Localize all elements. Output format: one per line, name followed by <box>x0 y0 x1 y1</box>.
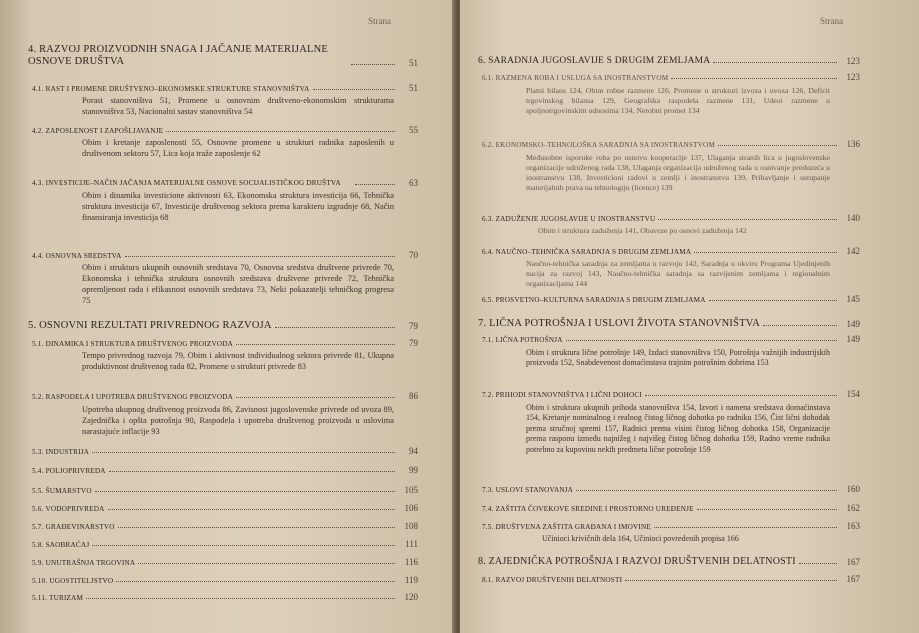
toc-section <box>482 294 860 304</box>
toc-title: 6.5. PROSVETNO–KULTURNA SARADNJA S DRUGIM ZEMLJAMA <box>482 296 706 304</box>
toc-title: 7.1. LIČNA POTROŠNJA <box>482 336 563 344</box>
toc-title: 5.1. DINAMIKA I STRUKTURA DRUŠTVENOG PROIZVODA <box>32 340 234 348</box>
toc-page: 154 <box>846 389 860 399</box>
toc-page: 145 <box>846 294 860 304</box>
toc-page: 149 <box>846 334 860 344</box>
toc-page: 106 <box>404 503 418 513</box>
toc-title: 5.7. GRAĐEVINARSTVO <box>32 523 115 531</box>
toc-title: 7. LIČNA POTROŠNJA I USLOVI ŽIVOTA STANOVNIŠTVA <box>478 318 760 329</box>
toc-page: 86 <box>409 391 418 401</box>
toc-section <box>482 213 860 236</box>
toc-title: 6.2. EKONOMSKO–TEHNOLOŠKA SARADNJA SA INOSTRANSTVOM <box>482 141 716 149</box>
toc-page: 99 <box>409 465 418 475</box>
toc-title: 5.5. ŠUMARSTVO <box>32 487 92 495</box>
page-column-header: Strana <box>820 16 843 26</box>
toc-title: 5.9. UNUTRAŠNJA TRGOVINA <box>32 559 136 567</box>
toc-section <box>482 139 860 194</box>
toc-section <box>32 465 418 475</box>
toc-section <box>32 125 418 160</box>
toc-description: Upotreba ukupnog društvenog proizvoda 86, Zavisnost jugoslovenske privrede od uvoza 89, Zajednička i opšta potrošnja 90, Raspodela i upotreba društvenog proizvoda u uslovima narastajuće inflacije 93 <box>82 405 394 436</box>
toc-description: Tempo privrednog razvoja 79, Obim i aktivnost individualnog sektora privrede 81, Ukupna produktivnost društvenog rada 82, Promene u strukturi privrede 83 <box>82 351 394 371</box>
toc-description: Međusobne isporuke roba po osnovu kooperacije 137, Ulaganja stranih lica u jugoslovenske organizacije udruženog rada 138, Ulaganja organizacija udruženog rada u osnivanje preduzeća u inostranstvu 138, Investicioni radovi u zemlji i inostranstvu 139, Pribavljanje i ustupanje materijalnih prava na tehnologiju (licence) 139 <box>526 153 830 193</box>
toc-title: 5.11. TURIZAM <box>32 594 84 602</box>
toc-title: 4.3. INVESTICIJE–NAČIN JAČANJA MATERIJALNE OSNOVE SOCIJALISTIČKOG DRUŠTVA <box>32 178 341 187</box>
toc-title: 8. ZAJEDNIČKA POTROŠNJA I RAZVOJ DRUŠTVENIH DELATNOSTI <box>478 556 796 567</box>
toc-section <box>482 521 860 544</box>
page-column-header: Strana <box>368 16 391 26</box>
toc-section <box>32 391 418 438</box>
toc-page: 79 <box>409 338 418 348</box>
toc-page: 51 <box>409 58 418 69</box>
toc-section <box>32 338 418 373</box>
toc-title: 5.3. INDUSTRIJA <box>32 448 90 456</box>
toc-page: 108 <box>404 521 418 531</box>
toc-section <box>32 178 418 224</box>
toc-title: 5.4. POLJOPRIVREDA <box>32 467 106 475</box>
toc-page: 163 <box>846 521 860 531</box>
toc-chapter <box>28 44 418 68</box>
toc-section <box>482 503 860 513</box>
toc-section <box>32 485 418 495</box>
toc-description: Obim i kretanje zaposlenosti 55, Osnovne promene u strukturi radnika zaposlenih u društvenom sektoru 57, Lica koja traže zaposlenje 62 <box>82 138 394 158</box>
toc-title: 5.2. RASPODELA I UPOTREBA DRUŠTVENOG PROIZVODA <box>32 393 234 401</box>
toc-section <box>32 83 418 118</box>
toc-section <box>482 246 860 289</box>
toc-chapter <box>478 556 860 567</box>
toc-page: 79 <box>409 321 418 331</box>
toc-title: 4.1. RAST I PROMENE DRUŠTVENO–EKONOMSKE STRUKTURE STANOVNIŠTVA <box>32 85 310 93</box>
toc-page: 55 <box>409 125 418 135</box>
toc-section <box>482 484 860 494</box>
toc-title: 5.8. SAOBRAĆAJ <box>32 541 90 549</box>
toc-description: Obim i struktura lične potrošnje 149, Izdaci stanovništva 150, Potrošnja važnijih industrijskih proizvoda 152, Snabdevenost domaćinstava trajnim potrošnim dobrima 153 <box>526 348 830 368</box>
toc-section <box>32 575 418 585</box>
toc-description: Porast stanovništva 51, Promene u osnovnim društveno-ekonomskim strukturama stanovništva 53, Nacionalni sastav stanovništva 54 <box>82 96 394 116</box>
toc-page: 123 <box>846 56 860 66</box>
toc-section <box>32 446 418 456</box>
toc-description: Obim i dinamika investicione aktivnosti 63, Ekonomska struktura investicija 66, Tehnička struktura investicija 67, Investicije društvenog sektora prema karakteru izgradnje 68, Način finansiranja investicija 68 <box>82 191 394 222</box>
toc-page: 167 <box>846 574 860 584</box>
toc-page: 70 <box>409 250 418 260</box>
toc-section <box>32 521 418 531</box>
toc-title: 6.1. RAZMENA ROBA I USLUGA SA INOSTRANSTVOM <box>482 74 669 82</box>
toc-section <box>32 592 418 602</box>
toc-description: Obim i struktura ukupnih prihoda stanovništva 154, Izvori i namena sredstava domaćinstava 154, Kretanje nominalnog i realnog čistog ličnog dohotka po radniku 156, Čist lični dohodak prema stručnoj spremi 157, Radnici prema visini čistog ličnog dohotka 158, Organizacije prema rasponu između najnižeg i najvišeg čistog ličnog dohotka 159, Radno vreme radnika potrebno za kupovinu nekih predmeta lične potrošnje 159 <box>526 403 830 454</box>
toc-page: 120 <box>404 592 418 602</box>
toc-page: 105 <box>404 485 418 495</box>
toc-description: Obim i struktura zaduženja 141, Obaveze po osnovi zaduženja 142 <box>538 226 747 235</box>
toc-title: 4.2. ZAPOSLENOST I ZAPOŠLJAVANJE <box>32 127 164 135</box>
toc-section <box>32 557 418 567</box>
toc-page: 63 <box>409 178 418 188</box>
toc-description: Naučno-tehnička saradnja za zemljama u razvoju 142, Saradnja u okviru Programa Ujedinjenih nacija za razvoj 143, Naučno-tehnička saradnja sa razvijenim zemljama i regionalnim organizacijama 144 <box>526 259 830 289</box>
right-page <box>460 0 919 633</box>
toc-section <box>482 334 860 369</box>
toc-chapter <box>28 320 418 331</box>
toc-section <box>32 503 418 513</box>
toc-page: 136 <box>846 139 860 149</box>
toc-page: 167 <box>846 557 860 567</box>
toc-title: 7.5. DRUŠTVENA ZAŠTITA GRAĐANA I IMOVINE <box>482 523 651 531</box>
toc-page: 149 <box>846 319 860 329</box>
toc-section <box>32 539 418 549</box>
toc-title: 6. SARADNJA JUGOSLAVIJE S DRUGIM ZEMLJAMA <box>478 56 711 66</box>
toc-title: 6.3. ZADUŽENJE JUGOSLAVIJE U INOSTRANSTVU <box>482 215 656 223</box>
toc-title: 4.4. OSNOVNA SREDSTVA <box>32 252 122 260</box>
left-page <box>0 0 455 633</box>
toc-description: Platni bilans 124, Obim robne razmene 126, Promene u strukturi izvoza i uvoza 126, Deficit trgovinskog bilansa 129, Geografska raspodela razmene 131, Udeoi razmene u spoljnotrgovinskim odnosima 134, Nerobni promet 134 <box>526 86 830 116</box>
toc-chapter <box>478 318 860 329</box>
toc-title: 8.1. RAZVOJ DRUŠTVENIH DELATNOSTI <box>482 576 623 584</box>
toc-chapter <box>478 56 860 66</box>
toc-title: 5. OSNOVNI REZULTATI PRIVREDNOG RAZVOJA <box>28 320 272 331</box>
toc-page: 111 <box>405 539 418 549</box>
toc-page: 142 <box>846 246 860 256</box>
toc-title: 5.10. UGOSTITELJSTVO <box>32 577 114 585</box>
toc-page: 140 <box>846 213 860 223</box>
toc-section <box>482 389 860 455</box>
toc-page: 162 <box>846 503 860 513</box>
toc-page: 51 <box>409 83 418 93</box>
toc-title: 4. RAZVOJ PROIZVODNIH SNAGA I JAČANJE MATERIJALNE OSNOVE DRUŠTVA <box>28 44 329 68</box>
toc-title: 7.2. PRIHODI STANOVNIŠTVA I LIČNI DOHOCI <box>482 391 643 399</box>
toc-section <box>482 72 860 116</box>
toc-title: 7.4. ZAŠTITA ČOVEKOVE SREDINE I PROSTORNO UREĐENJE <box>482 505 694 513</box>
toc-page: 119 <box>404 575 418 585</box>
toc-description: Učinioci krivičnih dela 164, Učinioci povredenih propisa 166 <box>542 534 739 543</box>
toc-page: 94 <box>409 446 418 456</box>
toc-page: 116 <box>404 557 418 567</box>
toc-section <box>482 574 860 584</box>
toc-page: 160 <box>846 484 860 494</box>
toc-description: Obim i struktura ukupnih osnovnih sredstava 70, Osnovna sredstva društvene privrede 70, Ekonomska i tehnička struktura osnovnih sredstava društvene privrede 72, Tehnička opremljenost rada i efikasnost osnovnih sredstava 73, Neki pokazatelji tehničkog progresa 75 <box>82 263 394 305</box>
toc-title: 6.4. NAUČNO–TEHNIČKA SARADNJA S DRUGIM ZEMLJAMA <box>482 248 692 256</box>
toc-page: 123 <box>846 72 860 82</box>
toc-title: 5.6. VODOPRIVREDA <box>32 505 105 513</box>
toc-title: 7.3. USLOVI STANOVANJA <box>482 486 574 494</box>
toc-section <box>32 250 418 307</box>
